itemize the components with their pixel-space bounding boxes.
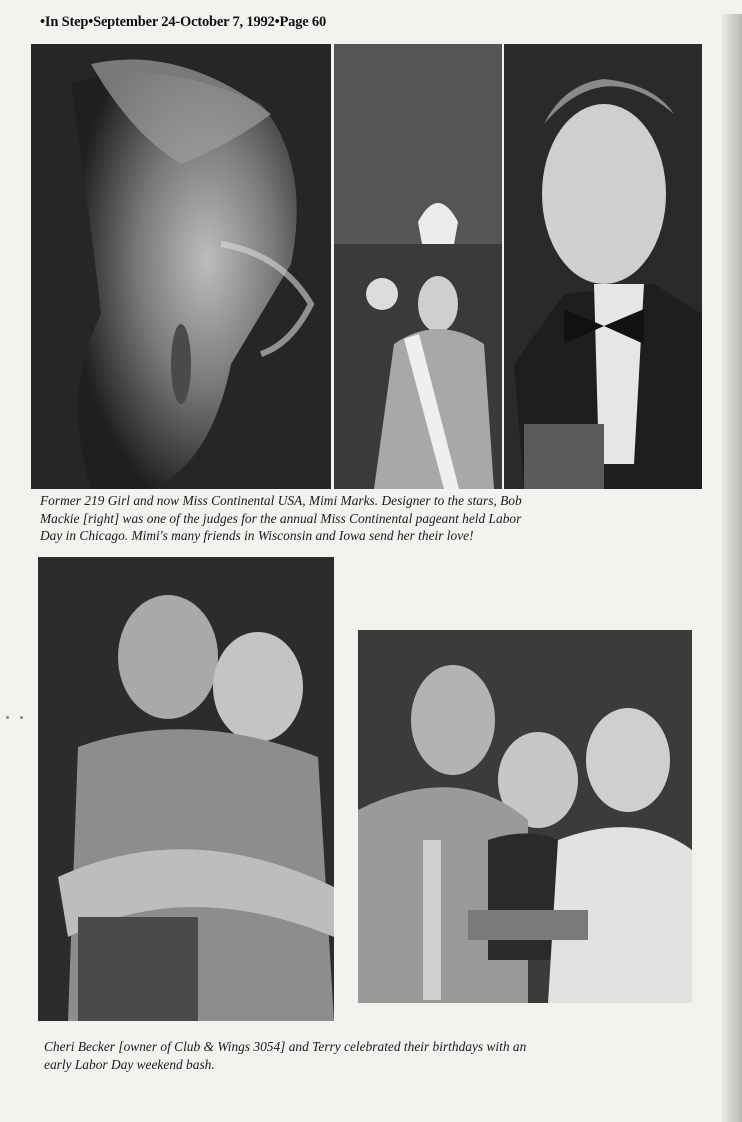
page-edge-shadow: [722, 14, 742, 1122]
photo-man-bowtie: [504, 44, 702, 489]
photo-group-bar: [358, 630, 692, 1003]
bottom-photo-caption: [44, 1038, 526, 1073]
print-speck: [6, 716, 9, 719]
caption-line: Mackie [right] was one of the judges for the annual Miss Continental pageant held Labor: [40, 510, 522, 526]
photo-couple-embrace: [38, 557, 334, 1021]
caption-line: Day in Chicago. Mimi's many friends in Wisconsin and Iowa send her their love!: [40, 528, 474, 544]
caption-line: early Labor Day weekend bash.: [44, 1056, 215, 1072]
page-header: •In Step•September 24-October 7, 1992•Page 60: [40, 14, 326, 30]
caption-line: Former 219 Girl and now Miss Continental USA, Mimi Marks. Designer to the stars, Bob: [40, 493, 522, 508]
photo-pageant-queen: [334, 44, 502, 489]
caption-line: Cheri Becker [owner of Club & Wings 3054] and Terry celebrated their birthdays with an: [44, 1039, 527, 1054]
photo-woman-profile: [31, 44, 331, 489]
top-photo-caption: [40, 492, 522, 545]
print-speck: [20, 716, 23, 719]
